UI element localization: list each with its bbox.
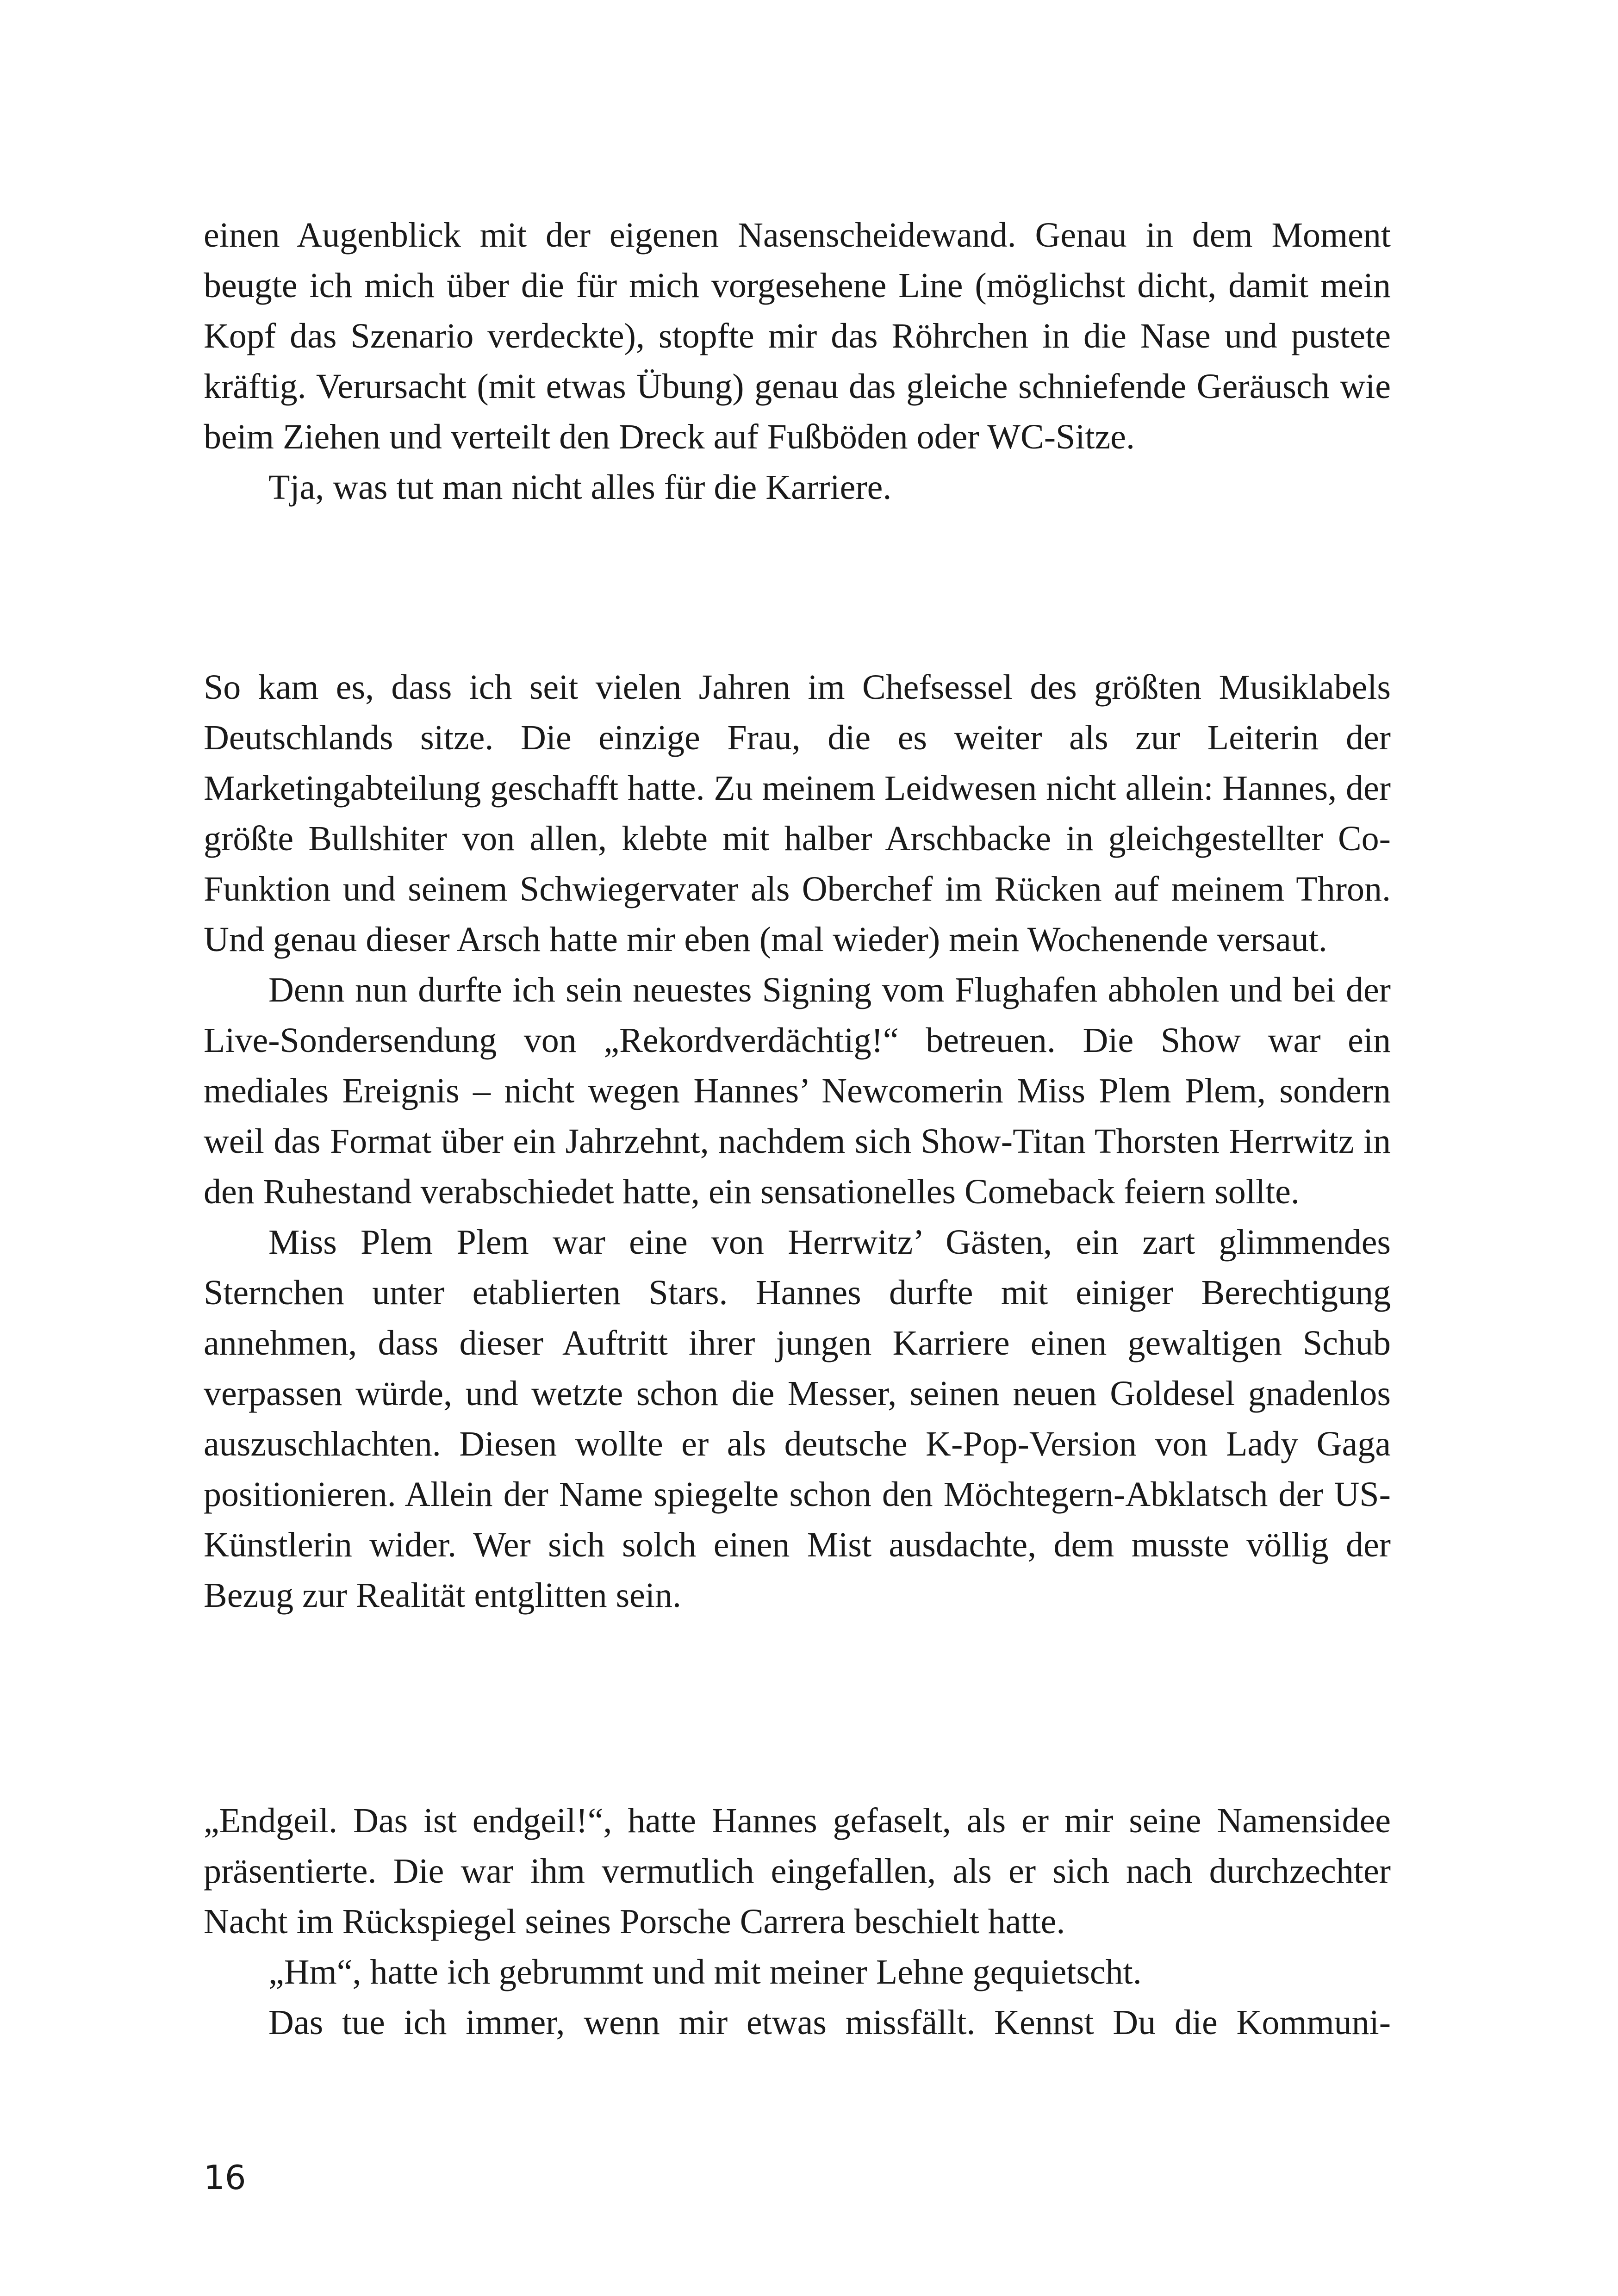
text-section-2 bbox=[204, 662, 1391, 1621]
paragraph: Miss Plem Plem war eine von Herrwitz’ Gästen, ein zart glimmendes Sternchen unter etablierten Stars. Hannes durfte mit einiger Berechtigung annehmen, dass dieser Auftritt ihrer jungen Karriere einen gewaltigen Schub verpassen würde, und wetzte schon die Messer, seinen neuen Goldesel gnadenlos auszuschlachten. Diesen wollte er als deutsche K-Pop-Version von Lady Gaga positionieren. Allein der Name spiegelte schon den Möchtegern-Abklatsch der US-Künstlerin wider. Wer sich solch einen Mist ausdachte, dem musste völlig der Bezug zur Realität entglitten sein. bbox=[204, 1223, 1391, 1615]
page-number: 16 bbox=[204, 2158, 246, 2197]
paragraph: „Endgeil. Das ist endgeil!“, hatte Hannes gefaselt, als er mir seine Namensidee präsentierte. Die war ihm vermutlich eingefallen, als er sich nach durchzechter Nacht im Rückspiegel seines Porsche Carrera beschielt hatte. bbox=[204, 1801, 1391, 1941]
paragraph: Das tue ich immer, wenn mir etwas missfällt. Kennst Du die Kommuni- bbox=[268, 2003, 1391, 2042]
paragraph: „Hm“, hatte ich gebrummt und mit meiner Lehne gequietscht. bbox=[268, 1953, 1142, 1991]
text-section-3 bbox=[204, 1796, 1391, 2048]
paragraph: Denn nun durfte ich sein neuestes Signing vom Flughafen abholen und bei der Live-Sondersendung von „Rekordverdächtig!“ betreuen. Die Show war ein mediales Ereignis – nicht wegen Hannes’ Newcomerin Miss Plem Plem, sondern weil das Format über ein Jahrzehnt, nachdem sich Show-Titan Thorsten Herrwitz in den Ruhestand verabschiedet hatte, ein sensationelles Comeback feiern sollte. bbox=[204, 971, 1391, 1211]
paragraph: Tja, was tut man nicht alles für die Karriere. bbox=[268, 468, 892, 507]
text-section-1 bbox=[204, 210, 1391, 513]
paragraph: So kam es, dass ich seit vielen Jahren im Chefsessel des größten Musiklabels Deutschlands sitze. Die einzige Frau, die es weiter als zur Leiterin der Marketingabteilung geschafft hatte. Zu meinem Leidwesen nicht allein: Hannes, der größte Bullshiter von allen, klebte mit halber Arschbacke in gleichgestellter Co-Funktion und seinem Schwiegervater als Oberchef im Rücken auf meinem Thron. Und genau dieser Arsch hatte mir eben (mal wieder) mein Wochenende versaut. bbox=[204, 668, 1391, 959]
paragraph: einen Augenblick mit der eigenen Nasenscheidewand. Genau in dem Moment beugte ich mich über die für mich vorgesehene Line (möglichst dicht, damit mein Kopf das Szenario verdeckte), stopfte mir das Röhrchen in die Nase und pustete kräftig. Verursacht (mit etwas Übung) genau das gleiche schniefende Geräusch wie beim Ziehen und verteilt den Dreck auf Fußböden oder WC-Sitze. bbox=[204, 216, 1391, 456]
